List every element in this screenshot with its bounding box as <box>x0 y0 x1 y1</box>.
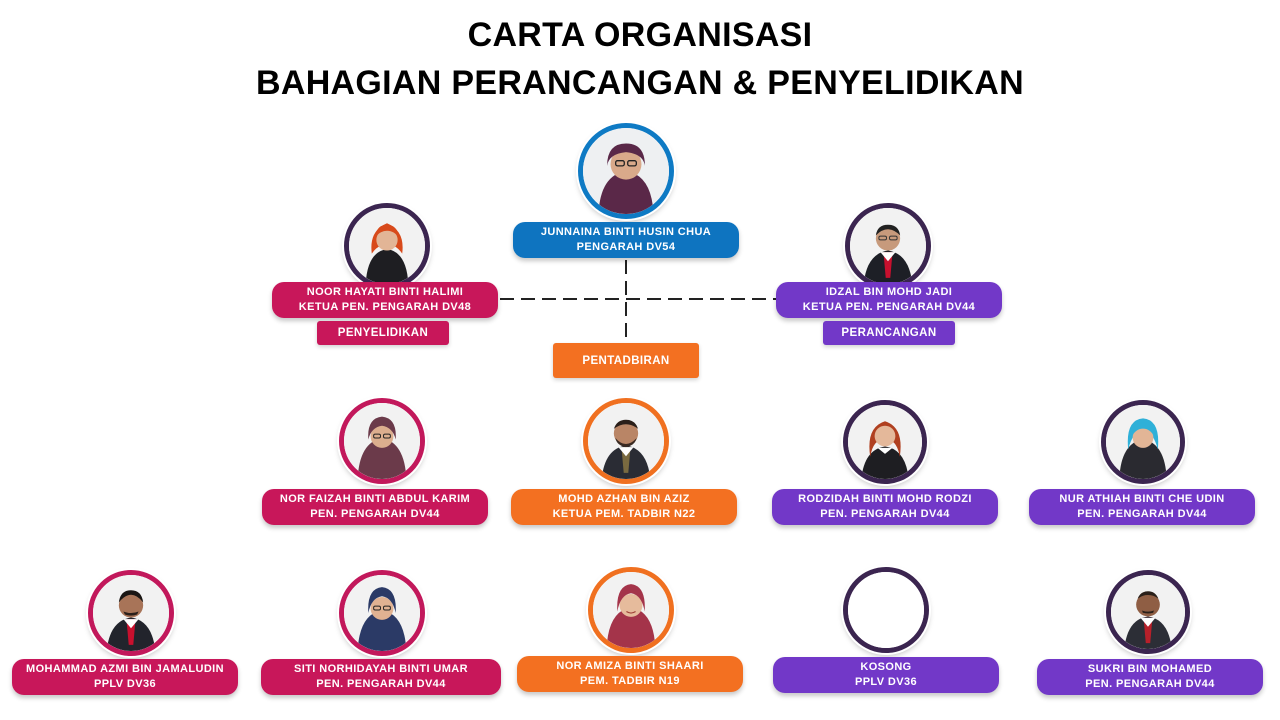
staff-name: RODZIDAH BINTI MOHD RODZI <box>798 493 972 505</box>
staff-label <box>1029 489 1255 525</box>
staff-photo <box>339 570 425 656</box>
staff-role: PEM. TADBIR N19 <box>580 675 680 687</box>
deputy-planning-label <box>776 282 1002 318</box>
staff-photo <box>843 400 927 484</box>
staff-label <box>261 659 501 695</box>
staff-photo <box>339 398 425 484</box>
staff-role: PEN. PENGARAH DV44 <box>1077 508 1207 520</box>
deputy-research-name: NOOR HAYATI BINTI HALIMI <box>306 286 464 298</box>
staff-label <box>511 489 737 525</box>
staff-label <box>1037 659 1263 695</box>
staff-name: MOHD AZHAN BIN AZIZ <box>558 493 690 505</box>
staff-label <box>12 659 238 695</box>
staff-role: PPLV DV36 <box>93 678 157 690</box>
staff-role: PPLV DV36 <box>854 676 918 688</box>
staff-role: PEN. PENGARAH DV44 <box>316 678 446 690</box>
deputy-planning-name: IDZAL BIN MOHD JADI <box>825 286 953 298</box>
staff-role: KETUA PEM. TADBIR N22 <box>552 508 696 520</box>
chart-title-line-2: BAHAGIAN PERANCANGAN & PENYELIDIKAN <box>256 64 1024 102</box>
unit-research-tag: PENYELIDIKAN <box>317 321 449 345</box>
staff-role: PEN. PENGARAH DV44 <box>820 508 950 520</box>
chart-title-line-1: CARTA ORGANISASI <box>467 16 813 54</box>
staff-photo <box>583 398 669 484</box>
staff-label <box>773 657 999 693</box>
staff-name: SUKRI BIN MOHAMED <box>1087 663 1213 675</box>
director-photo <box>578 123 674 219</box>
director-role: PENGARAH DV54 <box>576 241 676 253</box>
staff-photo <box>1106 570 1190 654</box>
vacant-photo-placeholder <box>843 567 929 653</box>
unit-planning-tag: PERANCANGAN <box>823 321 955 345</box>
staff-label <box>262 489 488 525</box>
staff-photo <box>1101 400 1185 484</box>
staff-name: MOHAMMAD AZMI BIN JAMALUDIN <box>26 663 224 675</box>
staff-name: NUR ATHIAH BINTI CHE UDIN <box>1059 493 1225 505</box>
staff-name: SITI NORHIDAYAH BINTI UMAR <box>294 663 468 675</box>
unit-admin-tag: PENTADBIRAN <box>553 343 699 378</box>
deputy-planning-role: KETUA PEN. PENGARAH DV44 <box>802 301 976 313</box>
director-label <box>513 222 739 258</box>
staff-photo <box>88 570 174 656</box>
deputy-research-label <box>272 282 498 318</box>
director-name: JUNNAINA BINTI HUSIN CHUA <box>540 226 712 238</box>
deputy-research-photo <box>344 203 430 289</box>
staff-role: PEN. PENGARAH DV44 <box>1085 678 1215 690</box>
staff-role: PEN. PENGARAH DV44 <box>310 508 440 520</box>
staff-name: NOR FAIZAH BINTI ABDUL KARIM <box>279 493 471 505</box>
deputy-planning-photo <box>845 203 931 289</box>
staff-label <box>517 656 743 692</box>
staff-label <box>772 489 998 525</box>
deputy-research-role: KETUA PEN. PENGARAH DV48 <box>298 301 472 313</box>
staff-photo <box>588 567 674 653</box>
staff-name: KOSONG <box>860 661 912 673</box>
staff-name: NOR AMIZA BINTI SHAARI <box>556 660 704 672</box>
